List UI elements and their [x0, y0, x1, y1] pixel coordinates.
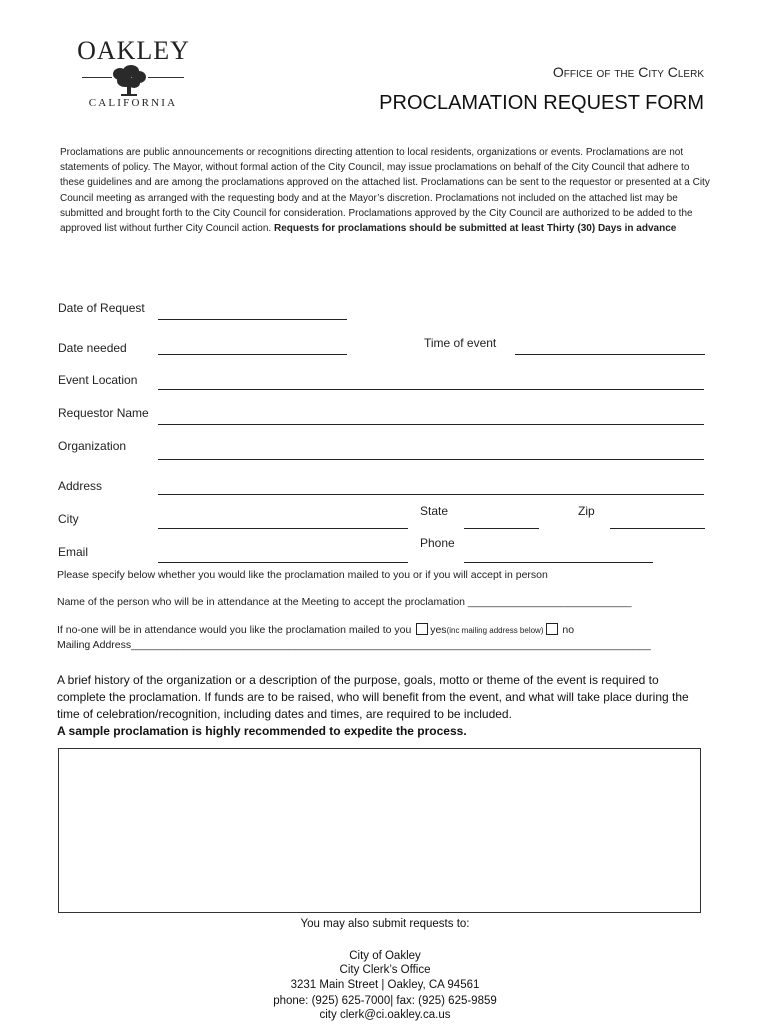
office-heading: Office of the City Clerk — [552, 64, 704, 80]
event-location-label: Event Location — [58, 373, 138, 387]
attendee-line[interactable]: Name of the person who will be in attendance at the Meeting to accept the proclamation ____________________________ — [57, 596, 632, 608]
yes-checkbox[interactable] — [416, 623, 428, 635]
intro-paragraph — [60, 145, 710, 236]
date-of-request-label: Date of Request — [58, 301, 145, 315]
phone-label: Phone — [420, 536, 455, 550]
logo-state: CALIFORNIA — [88, 97, 178, 109]
footer-office: City Clerk’s Office — [339, 964, 431, 976]
footer-org: City of Oakley — [349, 950, 421, 962]
history-recommendation: A sample proclamation is highly recommended to expedite the process. — [57, 724, 467, 738]
time-of-event-field[interactable] — [515, 354, 705, 355]
organization-field[interactable] — [158, 459, 704, 460]
zip-field[interactable] — [610, 528, 705, 529]
city-label: City — [58, 512, 79, 526]
delivery-instruction: Please specify below whether you would like the proclamation mailed to you or if you will accept in person — [57, 569, 548, 581]
mail-option-row — [57, 623, 574, 636]
date-of-request-field[interactable] — [158, 319, 347, 320]
address-field[interactable] — [158, 494, 704, 495]
history-text-box[interactable] — [58, 748, 701, 913]
email-label: Email — [58, 545, 89, 559]
requestor-name-field[interactable] — [158, 424, 704, 425]
date-needed-field[interactable] — [158, 354, 347, 355]
date-needed-label: Date needed — [58, 341, 127, 355]
history-text: A brief history of the organization or a description of the purpose, goals, motto or theme of the event is required to complete the proclamation. If funds are to be raised, who will benefit from the event, and what will take place during the time of celebration/recognition, including dates and times, are required to be included. — [57, 673, 689, 721]
intro-text: Proclamations are public announcements or recognitions directing attention to local residents, organizations or events. Proclamations are not statements of policy. The Mayor, without formal action of the City Council, may issue proclamations on behalf of the City Council that adhere to these guidelines and are among the proclamations approved on the attached list. Proclamations can be sent to the requestor or presented at a City Council meeting as arranged with the requesting body and at the Mayor’s discretion. Proclamations not included on the attached list may be submitted and brought forth to the City Council for consideration. Proclamations approved by the City Council are authorized to be added to the approved list without further City Council action. — [60, 147, 710, 235]
phone-field[interactable] — [464, 562, 653, 563]
yes-note: (inc mailing address below) — [446, 626, 544, 635]
oak-tree-icon — [110, 64, 148, 98]
logo-rule-left — [82, 77, 112, 78]
footer-email[interactable]: city clerk@ci.oakley.ca.us — [319, 1009, 451, 1021]
email-field[interactable] — [158, 562, 408, 563]
organization-label: Organization — [58, 439, 127, 453]
form-title: PROCLAMATION REQUEST FORM — [379, 92, 704, 114]
logo-rule-right — [148, 77, 184, 78]
no-checkbox[interactable] — [546, 623, 558, 635]
logo-wordmark: OAKLEY — [77, 36, 190, 65]
time-of-event-label: Time of event — [424, 336, 497, 350]
intro-deadline: Requests for proclamations should be submitted at least Thirty (30) Days in advance — [274, 223, 677, 235]
requestor-name-label: Requestor Name — [58, 406, 149, 420]
state-field[interactable] — [464, 528, 539, 529]
footer-phone: phone: (925) 625-7000| fax: (925) 625-9859 — [273, 995, 497, 1007]
yes-label: yes — [430, 624, 447, 636]
zip-label: Zip — [578, 504, 595, 518]
mailing-address-line[interactable]: Mailing Address_________________________________________________________________________________________ — [57, 639, 651, 651]
footer-intro: You may also submit requests to: — [300, 918, 470, 930]
event-location-field[interactable] — [158, 389, 704, 390]
footer-address: 3231 Main Street | Oakley, CA 94561 — [290, 979, 480, 991]
no-label: no — [562, 624, 575, 636]
address-label: Address — [58, 479, 103, 493]
mail-question: If no-one will be in attendance would you like the proclamation mailed to you — [57, 624, 412, 636]
city-field[interactable] — [158, 528, 408, 529]
history-instructions — [57, 672, 707, 740]
state-label: State — [420, 504, 449, 518]
